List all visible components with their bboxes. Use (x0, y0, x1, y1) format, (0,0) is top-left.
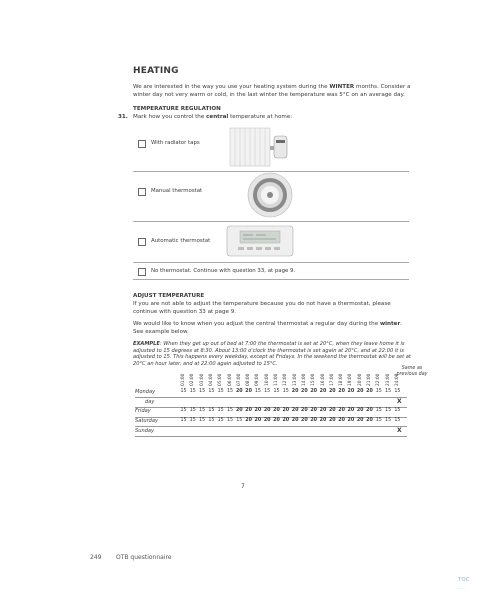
temperature-cell[interactable]: 20 (235, 389, 243, 394)
hour-header: 16:00 (320, 373, 326, 386)
temperature-cell[interactable]: 20 (254, 408, 262, 414)
temperature-cell[interactable]: 20 (338, 418, 345, 424)
temperature-cell[interactable]: 20 (310, 389, 318, 394)
day-label: day (145, 398, 155, 405)
hour-header: 22:00 (376, 373, 382, 386)
temperature-cell[interactable]: 20 (319, 389, 327, 394)
row-line (135, 426, 407, 427)
option-label: Automatic thermostat (151, 238, 211, 244)
toc-dots: ..... (456, 585, 468, 590)
option-divider (133, 221, 409, 222)
temperature-cell[interactable]: 15 (385, 389, 392, 394)
temperature-cell[interactable]: 15 (375, 389, 382, 394)
day-label: Sunday (135, 427, 155, 434)
temperature-cell[interactable]: 20 (356, 389, 364, 394)
hour-header: 10:00 (264, 373, 270, 386)
temperature-cell[interactable]: 20 (319, 418, 327, 424)
temperature-cell[interactable]: 20 (347, 408, 355, 414)
temperature-cell[interactable]: 15 (217, 418, 224, 424)
temperature-cell[interactable]: 20 (301, 418, 308, 424)
temperature-cell[interactable]: 15 (236, 418, 243, 424)
round-thermostat-image (246, 171, 294, 223)
temperature-cell[interactable]: 15 (208, 408, 215, 414)
temperature-cell[interactable]: 20 (356, 418, 364, 424)
temperature-cell[interactable]: 20 (245, 418, 252, 424)
hour-header: 11:00 (274, 373, 279, 386)
temperature-cell[interactable]: 15 (226, 408, 234, 414)
day-label: Monday (135, 389, 156, 395)
temperature-regulation-heading: TEMPERATURE REGULATION (133, 106, 221, 112)
toc-link[interactable]: TOC (458, 577, 470, 583)
temperature-cell[interactable]: 20 (328, 389, 336, 394)
same-as-previous-mark[interactable]: X (397, 427, 402, 435)
temperature-cell[interactable]: 20 (282, 418, 290, 424)
temperature-cell[interactable]: 20 (310, 408, 318, 414)
temperature-cell[interactable]: 20 (245, 389, 252, 394)
temperature-cell[interactable]: 20 (254, 418, 262, 424)
hour-header: 23:00 (385, 373, 391, 386)
temperature-cell[interactable]: 15 (273, 389, 280, 394)
hour-header: 21:00 (367, 373, 372, 386)
temperature-cell[interactable]: 20 (301, 389, 308, 394)
temperature-cell[interactable]: 15 (394, 418, 401, 424)
temperature-cell[interactable]: 20 (338, 408, 345, 414)
radiator-tap-image (228, 124, 290, 172)
temperature-cell[interactable]: 15 (189, 418, 196, 424)
temperature-cell[interactable]: 20 (263, 408, 271, 414)
same-as-previous-mark[interactable]: X (397, 398, 402, 406)
temperature-cell[interactable]: 20 (366, 408, 373, 414)
option-label: Manual thermostat (151, 188, 203, 194)
hour-header: 13:00 (292, 373, 298, 386)
footer-title: OTB questionnaire (116, 554, 172, 561)
temperature-cell[interactable]: 15 (394, 408, 401, 414)
temperature-cell[interactable]: 15 (189, 389, 196, 394)
option-divider (133, 279, 409, 280)
temperature-cell[interactable]: 15 (180, 389, 187, 394)
same-as-previous-header: Same as previous day (396, 366, 428, 378)
temperature-cell[interactable]: 20 (273, 418, 280, 424)
temperature-cell[interactable]: 15 (199, 389, 206, 394)
page-number: 7 (241, 483, 245, 490)
hour-header: 05:00 (218, 373, 224, 386)
temperature-cell[interactable]: 15 (226, 418, 234, 424)
option-divider (133, 262, 409, 263)
option-checkbox-automatic-thermostat[interactable] (138, 238, 146, 246)
row-line (135, 436, 407, 437)
temperature-cell[interactable]: 15 (394, 389, 401, 394)
adjust-paragraph: If you are not able to adjust the temperature because you do not have a thermostat, please continue with question 33 at page 9. (133, 301, 391, 315)
hour-header: 02:00 (190, 373, 196, 386)
temperature-cell[interactable]: 20 (366, 389, 373, 394)
temperature-cell[interactable]: 20 (282, 408, 290, 414)
temperature-cell[interactable]: 15 (217, 408, 224, 414)
hour-header: 04:00 (208, 373, 214, 386)
temperature-cell[interactable]: 15 (375, 408, 382, 414)
question-number: 31. (118, 114, 128, 120)
temperature-cell[interactable]: 15 (226, 389, 234, 394)
hour-header: 01:00 (181, 373, 186, 386)
hour-header: 06:00 (227, 373, 233, 386)
day-label: Saturday (135, 418, 159, 425)
row-line (135, 397, 407, 398)
temperature-cell[interactable]: 15 (208, 418, 215, 424)
temperature-cell[interactable]: 20 (347, 389, 355, 394)
question-text: Mark how you control the central temperature at home: (133, 114, 293, 120)
temperature-cell[interactable]: 15 (199, 408, 206, 414)
temperature-cell[interactable]: 20 (347, 418, 355, 424)
temperature-cell[interactable]: 20 (338, 389, 345, 394)
hour-header: 24:00 (394, 373, 400, 386)
option-label: With radiator taps (151, 140, 200, 146)
temperature-cell[interactable]: 20 (328, 418, 336, 424)
temperature-cell[interactable]: 15 (189, 408, 196, 414)
temperature-cell[interactable]: 15 (385, 418, 392, 424)
adjust-temperature-heading: ADJUST TEMPERATURE (133, 293, 205, 299)
temperature-cell[interactable]: 15 (375, 418, 382, 424)
hour-header: 03:00 (199, 373, 205, 386)
temperature-cell[interactable]: 15 (217, 389, 224, 394)
example-text: EXAMPLE: When they get up out of bed at 7:00 the thermostat is set at 20°C, when they leave home it is adjusted to 15 degrees at 8:30. About 13:00 o'clock the thermostat is set again at 20°C, and at 22:00 it is adjusted to 15. This happens every weekday, except at Fridays. In the weekend the thermostat will be set at 20°C an hour later, and at 22:00 again adjusted to 15°C. (133, 341, 411, 367)
option-checkbox-no-thermostat[interactable] (138, 268, 146, 276)
option-checkbox-manual-thermostat[interactable] (138, 188, 146, 196)
hour-header: 08:00 (246, 373, 252, 386)
hour-header: 17:00 (329, 373, 335, 386)
hour-header: 20:00 (357, 373, 363, 386)
temperature-cell[interactable]: 20 (366, 418, 373, 424)
hour-header: 09:00 (255, 373, 261, 386)
day-label: Friday (135, 408, 151, 415)
temperature-cell[interactable]: 20 (291, 418, 299, 424)
temperature-cell[interactable]: 15 (254, 389, 261, 394)
hour-header: 19:00 (348, 373, 354, 386)
section-title: HEATING (133, 66, 179, 76)
hour-header: 12:00 (283, 373, 289, 386)
temperature-cell[interactable]: 20 (263, 418, 271, 424)
hour-header: 14:00 (301, 373, 307, 386)
temperature-cell[interactable]: 15 (282, 389, 289, 394)
temperature-cell[interactable]: 20 (235, 408, 243, 414)
temperature-cell[interactable]: 20 (356, 408, 364, 414)
temperature-cell[interactable]: 20 (319, 408, 327, 414)
temperature-cell[interactable]: 20 (291, 389, 299, 394)
temperature-cell[interactable]: 20 (245, 408, 252, 414)
temperature-cell[interactable]: 15 (208, 389, 215, 394)
digital-thermostat-image (226, 225, 294, 261)
temperature-cell[interactable]: 20 (310, 418, 318, 424)
temperature-cell[interactable]: 15 (180, 418, 187, 424)
temperature-cell[interactable]: 15 (385, 408, 392, 414)
hour-header: 18:00 (339, 373, 345, 386)
temperature-cell[interactable]: 20 (273, 408, 280, 414)
winter-paragraph: We would like to know when you adjust the central thermostat a regular day during the winter. See example below. (133, 321, 403, 335)
temperature-cell[interactable]: 20 (301, 408, 308, 414)
temperature-cell[interactable]: 20 (328, 408, 336, 414)
footer-page-number: 249 (90, 554, 102, 561)
option-checkbox-radiator-taps[interactable] (138, 140, 146, 148)
temperature-cell[interactable]: 15 (199, 418, 206, 424)
option-label: No thermostat. Continue with question 33, at page 9. (151, 268, 296, 274)
temperature-cell[interactable]: 15 (180, 408, 187, 414)
temperature-cell[interactable]: 20 (291, 408, 299, 414)
hour-header: 15:00 (311, 373, 317, 386)
intro-paragraph: We are interested in the way you use your heating system during the WINTER months. Consider a winter day not very warm or cold, in the last winter the temperature was 5°C on an average day. (133, 84, 411, 98)
hour-header: 07:00 (236, 373, 242, 386)
temperature-cell[interactable]: 15 (264, 389, 271, 394)
